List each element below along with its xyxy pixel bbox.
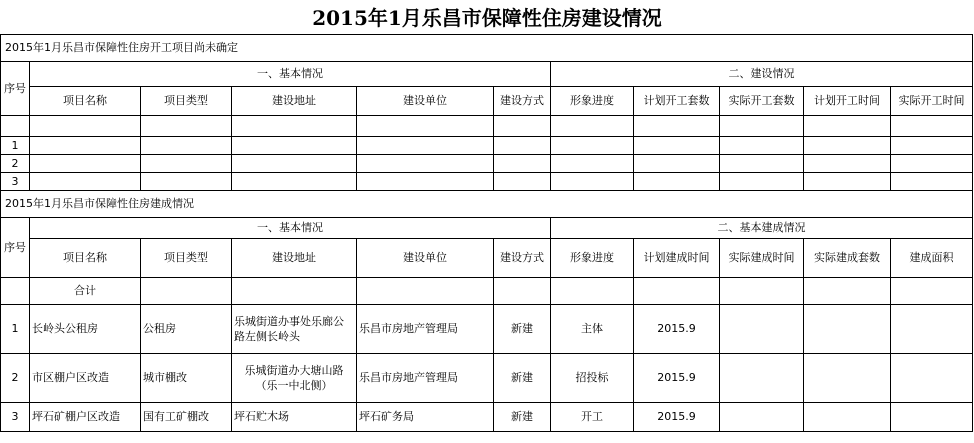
page-title: 2015年1月乐昌市保障性住房建设情况 (312, 6, 662, 30)
column-header: 项目名称 (30, 239, 141, 278)
table-cell (891, 116, 973, 137)
column-header: 计划建成时间 (634, 239, 720, 278)
table-cell (804, 116, 891, 137)
table-cell (891, 155, 973, 173)
column-header: 实际开工时间 (891, 87, 973, 116)
table-cell (891, 173, 973, 191)
column-header: 建成面积 (891, 239, 973, 278)
table-row (1, 116, 973, 137)
table-cell (804, 173, 891, 191)
table-cell (634, 278, 720, 305)
table-row (1, 173, 973, 191)
seq-cell: 1 (1, 305, 30, 354)
table-cell (30, 173, 141, 191)
table-cell (720, 155, 804, 173)
table-cell (232, 155, 357, 173)
table-cell (891, 305, 973, 354)
table-cell (30, 155, 141, 173)
seq-cell: 2 (1, 155, 30, 173)
table-cell (232, 116, 357, 137)
table-cell (804, 403, 891, 432)
build-method: 新建 (494, 403, 551, 432)
seq-cell: 1 (1, 137, 30, 155)
column-header: 实际开工套数 (720, 87, 804, 116)
table-cell (232, 137, 357, 155)
build-address: 乐城街道办大塘山路（乐一中北侧） (232, 354, 357, 403)
column-header: 建设方式 (494, 239, 551, 278)
total-label: 合计 (30, 278, 141, 305)
column-header: 形象进度 (551, 239, 634, 278)
table-cell (634, 137, 720, 155)
column-header: 建设地址 (232, 87, 357, 116)
total-row (1, 278, 973, 305)
project-name: 市区棚户区改造 (30, 354, 141, 403)
column-header: 项目类型 (141, 87, 232, 116)
seq-cell: 2 (1, 354, 30, 403)
table-row (1, 354, 973, 403)
project-type: 国有工矿棚改 (141, 403, 232, 432)
seq-cell: 3 (1, 403, 30, 432)
table-cell (891, 278, 973, 305)
column-header: 实际建成时间 (720, 239, 804, 278)
section1-heading-row (1, 35, 973, 62)
planned-completion: 2015.9 (634, 403, 720, 432)
planned-completion: 2015.9 (634, 305, 720, 354)
housing-table (0, 34, 973, 432)
column-header: 项目名称 (30, 87, 141, 116)
build-address: 坪石贮木场 (232, 403, 357, 432)
table-cell (494, 278, 551, 305)
seq-cell (1, 278, 30, 305)
table-cell (551, 173, 634, 191)
build-method: 新建 (494, 354, 551, 403)
build-method: 新建 (494, 305, 551, 354)
table-cell (494, 173, 551, 191)
progress: 招投标 (551, 354, 634, 403)
seq-cell: 3 (1, 173, 30, 191)
table-cell (634, 155, 720, 173)
column-header: 形象进度 (551, 87, 634, 116)
table-cell (720, 305, 804, 354)
table-cell (634, 173, 720, 191)
section2-heading: 2015年1月乐昌市保障性住房建成情况 (1, 191, 973, 218)
column-header: 建设地址 (232, 239, 357, 278)
table-cell (141, 116, 232, 137)
table-cell (357, 137, 494, 155)
group-build-header: 二、建设情况 (551, 62, 973, 87)
planned-completion: 2015.9 (634, 354, 720, 403)
table-cell (357, 116, 494, 137)
table-row (1, 155, 973, 173)
column-header: 计划开工套数 (634, 87, 720, 116)
build-unit: 坪石矿务局 (357, 403, 494, 432)
column-header: 计划开工时间 (804, 87, 891, 116)
table-cell (804, 354, 891, 403)
table-cell (720, 354, 804, 403)
table-cell (232, 278, 357, 305)
table-cell (551, 137, 634, 155)
table-row (1, 403, 973, 432)
table-cell (141, 278, 232, 305)
table-cell (141, 137, 232, 155)
table-cell (891, 137, 973, 155)
table-cell (720, 173, 804, 191)
seq-header: 序号 (1, 218, 30, 278)
progress: 开工 (551, 403, 634, 432)
section1-heading: 2015年1月乐昌市保障性住房开工项目尚未确定 (1, 35, 973, 62)
table-cell (494, 116, 551, 137)
table-cell (551, 155, 634, 173)
table-row (1, 137, 973, 155)
group-basic-header: 一、基本情况 (30, 218, 551, 239)
build-unit: 乐昌市房地产管理局 (357, 305, 494, 354)
section2-column-header-row (1, 239, 973, 278)
seq-header: 序号 (1, 62, 30, 116)
table-cell (494, 137, 551, 155)
project-type: 城市棚改 (141, 354, 232, 403)
column-header: 项目类型 (141, 239, 232, 278)
build-unit: 乐昌市房地产管理局 (357, 354, 494, 403)
table-cell (357, 173, 494, 191)
table-cell (357, 155, 494, 173)
table-cell (804, 278, 891, 305)
column-header: 建设方式 (494, 87, 551, 116)
table-cell (357, 278, 494, 305)
table-cell (232, 173, 357, 191)
table-cell (804, 305, 891, 354)
table-cell (634, 116, 720, 137)
section2-heading-row (1, 191, 973, 218)
project-name: 长岭头公租房 (30, 305, 141, 354)
group-build-header: 二、基本建成情况 (551, 218, 973, 239)
project-name: 坪石矿棚户区改造 (30, 403, 141, 432)
section1-column-header-row (1, 87, 973, 116)
build-address: 乐城街道办事处乐廊公路左侧长岭头 (232, 305, 357, 354)
table-cell (551, 116, 634, 137)
seq-cell (1, 116, 30, 137)
table-row (1, 305, 973, 354)
table-cell (551, 278, 634, 305)
progress: 主体 (551, 305, 634, 354)
project-type: 公租房 (141, 305, 232, 354)
table-cell (891, 403, 973, 432)
table-cell (141, 173, 232, 191)
table-cell (720, 403, 804, 432)
table-cell (804, 137, 891, 155)
table-cell (720, 278, 804, 305)
table-cell (804, 155, 891, 173)
table-cell (720, 137, 804, 155)
group-basic-header: 一、基本情况 (30, 62, 551, 87)
column-header: 建设单位 (357, 87, 494, 116)
table-cell (30, 116, 141, 137)
table-cell (494, 155, 551, 173)
table-cell (141, 155, 232, 173)
table-cell (891, 354, 973, 403)
table-cell (720, 116, 804, 137)
column-header: 实际建成套数 (804, 239, 891, 278)
table-cell (30, 137, 141, 155)
column-header: 建设单位 (357, 239, 494, 278)
